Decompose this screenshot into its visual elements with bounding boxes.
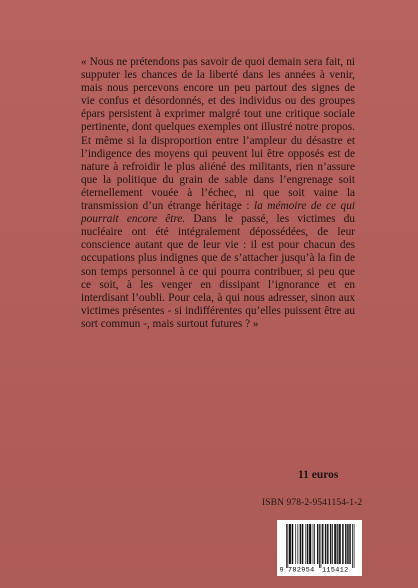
isbn-label: ISBN 978-2-9541154-1-2	[262, 498, 363, 508]
barcode-bar	[332, 524, 333, 564]
barcode-bar	[327, 524, 328, 564]
barcode-bar	[310, 524, 311, 564]
barcode-bar	[343, 524, 344, 564]
barcode-bar	[325, 524, 326, 564]
barcode-guard-bar	[354, 524, 355, 568]
barcode-bar	[346, 524, 347, 564]
barcode-guard-bar	[287, 524, 288, 568]
barcode-bar	[307, 524, 308, 564]
barcode-right-digits: 115412	[322, 566, 349, 575]
barcode-bar	[298, 524, 299, 564]
barcode-bar	[308, 524, 309, 564]
barcode-bar	[317, 524, 318, 564]
barcode-bar	[342, 524, 343, 564]
barcode-bar	[340, 524, 341, 564]
price-label: 11 euros	[298, 469, 339, 481]
quote-text-part-2: Dans le passé, les victimes du nucléaire ont été intégralement dépossédées, de leur conscience autant que de leur vie : il est pour chacun des occupations plus indignes que de s’attacher jusqu’à la fin de son temps personnel à ce qui pourra contribuer, si peu que ce soit, à les venger en dissipant l’ignorance et en interdisant l’oubli. Pour cela, à qui nous adresser, sinon aux victimes présentes - si indifférentes qu’elles puissent être au sort commun -, mais surtout futures ? »	[81, 213, 355, 330]
barcode-bar	[350, 524, 351, 564]
barcode-bar	[326, 524, 327, 564]
barcode-bar	[302, 524, 303, 564]
barcode-bar	[335, 524, 336, 564]
barcode-bar	[347, 524, 348, 564]
barcode-bar	[345, 524, 346, 564]
barcode-bars	[286, 524, 354, 568]
barcode-guard-bar	[286, 524, 287, 568]
barcode-bar	[300, 524, 301, 564]
back-cover-quote	[81, 56, 355, 331]
barcode-bar	[334, 524, 335, 564]
barcode-bar	[290, 524, 291, 564]
barcode-bar	[348, 524, 349, 564]
quote-text-part-1: « Nous ne prétendons pas savoir de quoi demain sera fait, ni supputer les chances de la liberté dans les années à venir, mais nous percevons encore un peu partout des signes de vie confus et désordonnés, et des individus ou des groupes épars persistent à exprimer malgré tout une critique sociale pertinente, dont quelques exemples ont illustré notre propos. Et même si la disproportion entre l’ampleur du désastre et l’indigence des moyens qui peuvent lui être opposés est de nature à refroidir le plus aliéné des militants, rien n’assure que la politique du grain de sable dans l’engrenage soit éternellement vouée à l’échec, ni que soit vaine la transmission d’un étrange héritage :	[81, 56, 355, 213]
barcode-bar	[322, 524, 323, 564]
barcode-guard-bar	[319, 524, 320, 568]
barcode-bar	[295, 524, 296, 564]
barcode-bar	[336, 524, 337, 564]
barcode-bar	[331, 524, 332, 564]
barcode-bar	[310, 524, 311, 564]
barcode-bar	[314, 524, 315, 564]
barcode-bar	[318, 524, 319, 564]
quote-italic-emphasis: la mémoire de ce qui pourrait encore être.	[81, 200, 355, 226]
barcode-bar	[292, 524, 293, 564]
barcode-guard-bar	[352, 524, 353, 568]
barcode-bar	[289, 524, 290, 564]
barcode-bar	[339, 524, 340, 564]
barcode-bar	[339, 524, 340, 564]
barcode-bar	[309, 524, 310, 564]
barcode-graphic	[277, 520, 362, 576]
barcode-bar	[323, 524, 324, 564]
barcode-bar	[305, 524, 306, 564]
barcode-bar	[349, 524, 350, 564]
barcode-bar	[313, 524, 314, 564]
barcode-bar	[337, 524, 338, 564]
barcode-first-digit: 9	[279, 566, 284, 575]
barcode-guard-bar	[321, 524, 322, 568]
barcode-bar	[292, 524, 293, 564]
barcode-bar	[303, 524, 304, 564]
barcode-bar	[300, 524, 301, 564]
barcode-bar	[330, 524, 331, 564]
barcode-bar	[328, 524, 329, 564]
barcode-left-digits: 782954	[288, 566, 315, 575]
barcode	[277, 520, 362, 576]
barcode-bar	[290, 524, 291, 564]
